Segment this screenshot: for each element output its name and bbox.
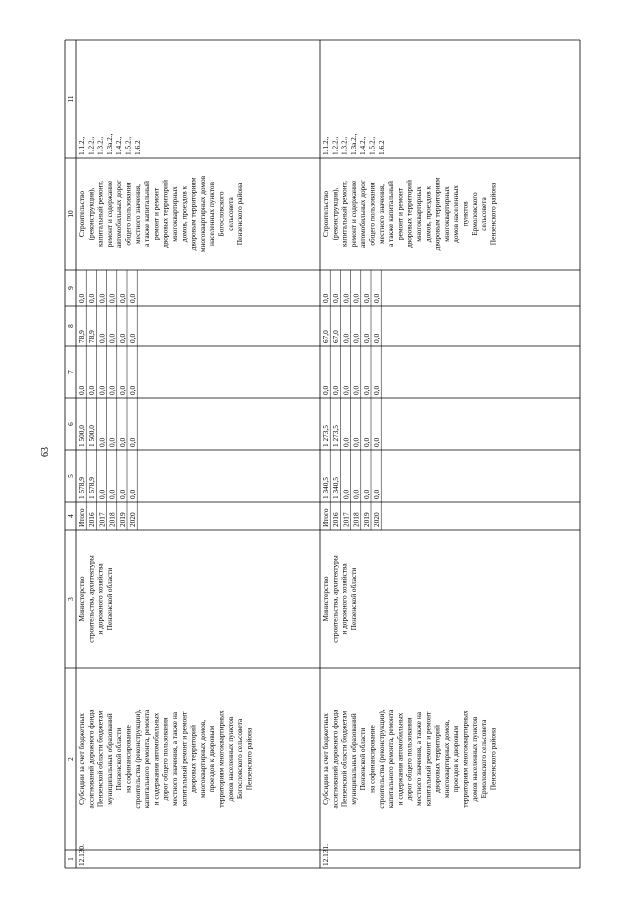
row-number: 12.131. — [321, 844, 330, 866]
amount-cell: 0,0 — [361, 489, 371, 499]
result-line: домов, проездов к — [423, 185, 433, 243]
description-line: территориям многоквартирных — [216, 710, 226, 808]
result-line: пунктов — [460, 201, 470, 227]
amount-cell: 1 273,5 — [331, 425, 341, 447]
description-line: многоквартирных домов, — [441, 719, 451, 799]
amount-cell: 0,0 — [372, 437, 381, 447]
amount-cell: 1 273,5 — [321, 425, 330, 447]
indicator-line: 1.3а.2., — [348, 133, 358, 155]
description-line: строительства (реконструкции), — [376, 709, 386, 809]
amount-cell: 0,0 — [97, 437, 107, 447]
result-line: общего пользования — [367, 182, 377, 246]
amount-cell: 0,0 — [107, 489, 117, 499]
description-line: капитальный ремонт и ремонт — [423, 711, 433, 807]
year-cell: Итого — [77, 508, 86, 527]
amount-cell: 0,0 — [107, 333, 117, 343]
result-line: (реконструкция), — [330, 187, 340, 241]
column-number-header: 5 — [66, 474, 75, 478]
year-cell: 2017 — [341, 512, 351, 527]
amount-cell: 0,0 — [372, 293, 381, 303]
amount-cell: 0,0 — [331, 293, 341, 303]
amount-cell: 0,0 — [361, 437, 371, 447]
amount-cell: 0,0 — [351, 385, 361, 395]
description-line: муниципальных образований — [104, 713, 114, 805]
amount-cell: 0,0 — [341, 293, 351, 303]
amount-cell: 0,0 — [361, 333, 371, 343]
result-line: капитальный ремонт, — [339, 181, 349, 247]
description-line: Ермоловского сельсовета — [479, 719, 489, 799]
description-line: Пензенской области — [358, 727, 368, 791]
description-line: муниципальных образований — [348, 713, 358, 805]
amount-cell: 0,0 — [107, 293, 117, 303]
amount-cell: 0,0 — [128, 333, 137, 343]
result-line: ремонт и содержание — [348, 180, 358, 248]
result-line: Строительство — [321, 190, 330, 238]
result-line: общего пользования — [123, 182, 133, 246]
description-line: Пензенской области — [114, 727, 124, 791]
table-cells — [66, 95, 497, 866]
executor-line: Министерство — [77, 576, 86, 622]
indicator-line: 1.2.2., — [330, 136, 340, 155]
amount-cell: 0,0 — [321, 293, 330, 303]
amount-cell: 0,0 — [97, 385, 107, 395]
description-line: Пензенской области бюджетам — [339, 710, 349, 808]
description-line: капитального ремонта, ремонта — [386, 709, 396, 809]
column-number-header: 10 — [66, 210, 75, 218]
result-line: дворовым территориям — [432, 177, 442, 251]
description-line: Субсидии за счет бюджетных — [321, 713, 330, 805]
amount-cell: 0,0 — [107, 437, 117, 447]
indicator-line: 1.5.2., — [367, 136, 377, 155]
executor-line: и дорожного хозяйства — [95, 563, 105, 635]
result-line: домов, проездов к — [179, 185, 189, 243]
amount-cell: 0,0 — [341, 385, 351, 395]
result-line: дворовых территорий — [404, 180, 414, 248]
amount-cell: 0,0 — [117, 489, 127, 499]
result-line: ремонт и ремонт — [151, 187, 161, 241]
executor-line: Пензенской области — [348, 567, 358, 631]
result-line: Пензенского района — [235, 182, 245, 246]
amount-cell: 0,0 — [341, 437, 351, 447]
result-line: ремонт и ремонт — [395, 187, 405, 241]
description-line: проездов к дворовым — [451, 725, 461, 793]
executor-line: Пензенской области — [104, 567, 114, 631]
column-number-header: 6 — [66, 422, 75, 426]
amount-cell: 1 340,5 — [321, 477, 330, 499]
description-line: Пензенского района — [488, 727, 498, 791]
description-line: дорог общего пользования — [160, 717, 170, 801]
amount-cell: 0,0 — [77, 385, 86, 395]
description-line: проездов к дворовым — [207, 725, 217, 793]
column-number-header: 9 — [66, 286, 75, 290]
amount-cell: 67,0 — [331, 330, 341, 343]
indicator-line: 1.4.2., — [114, 136, 124, 155]
amount-cell: 0,0 — [351, 293, 361, 303]
result-line: многоквартирных — [441, 186, 451, 242]
amount-cell: 67,0 — [321, 330, 330, 343]
amount-cell: 0,0 — [97, 489, 107, 499]
indicator-line: 1.3а.2., — [104, 133, 114, 155]
year-cell: 2019 — [361, 512, 371, 527]
result-line: а также капитальный — [142, 181, 152, 247]
result-line: многоквартирных домов — [197, 175, 207, 253]
result-line: (реконструкция), — [86, 187, 96, 241]
amount-cell: 0,0 — [117, 385, 127, 395]
result-line: местного значения, — [376, 184, 386, 244]
amount-cell: 0,0 — [117, 293, 127, 303]
description-line: ассигнований дорожного фонда — [330, 709, 340, 809]
column-number-header: 7 — [66, 370, 75, 374]
column-number-header: 1 — [66, 857, 75, 861]
amount-cell: 0,0 — [361, 385, 371, 395]
year-cell: 2020 — [128, 512, 137, 527]
description-line: Субсидии за счет бюджетных — [77, 713, 86, 805]
program-table — [65, 40, 580, 868]
amount-cell: 0,0 — [128, 437, 137, 447]
result-line: дворовым территориям — [188, 177, 198, 251]
executor-line: и дорожного хозяйства — [339, 563, 349, 635]
description-line: Пензенской области бюджетам — [95, 710, 105, 808]
description-line: Пензенского района — [244, 727, 254, 791]
year-cell: 2019 — [117, 512, 127, 527]
indicator-line: 1.4.2., — [358, 136, 368, 155]
description-line: домов населенных пунктов — [225, 716, 235, 802]
amount-cell: 1 500,0 — [77, 425, 86, 447]
amount-cell: 0,0 — [117, 437, 127, 447]
result-line: автомобильных дорог — [114, 180, 124, 248]
result-line: капитальный ремонт, — [95, 181, 105, 247]
result-line: многоквартирных — [414, 186, 423, 242]
year-cell: 2020 — [372, 512, 381, 527]
result-line: а также капитальный — [386, 181, 396, 247]
result-line: населенных пунктов — [207, 182, 217, 246]
description-line: на софинансирование — [123, 725, 133, 793]
description-line: многоквартирных домов, — [197, 719, 207, 799]
executor-line: строительства, архитектуры — [86, 555, 96, 643]
description-line: Богословского сельсовета — [235, 718, 245, 800]
description-line: и содержания автомобильных — [395, 712, 405, 806]
indicator-line: 1.3.2., — [95, 136, 105, 155]
year-cell: 2016 — [87, 512, 97, 527]
indicator-line: 1.2.2., — [86, 136, 96, 155]
indicator-line: 1.1.2., — [77, 136, 86, 155]
year-cell: 2017 — [97, 512, 107, 527]
indicator-line: 1.6.2 — [132, 140, 142, 155]
column-number-header: 8 — [66, 324, 75, 328]
executor-line: Министерство — [321, 576, 330, 622]
description-line: и содержания автомобильных — [151, 712, 161, 806]
description-line: дворовых территорий — [432, 725, 442, 793]
description-line: строительства (реконструкции), — [132, 709, 142, 809]
amount-cell: 0,0 — [128, 489, 137, 499]
description-line: ассигнований дорожного фонда — [86, 709, 96, 809]
result-line: дворовых территорий — [160, 180, 170, 248]
description-line: домов населенных пунктов — [469, 716, 479, 802]
amount-cell: 0,0 — [128, 293, 137, 303]
amount-cell: 0,0 — [331, 385, 341, 395]
amount-cell: 0,0 — [128, 385, 137, 395]
amount-cell: 0,0 — [87, 385, 97, 395]
description-line: капитального ремонта, ремонта — [142, 709, 152, 809]
amount-cell: 0,0 — [97, 333, 107, 343]
amount-cell: 0,0 — [372, 385, 381, 395]
amount-cell: 0,0 — [351, 333, 361, 343]
year-cell: 2018 — [107, 512, 117, 527]
result-line: Пензенского района — [488, 182, 498, 246]
amount-cell: 0,0 — [361, 293, 371, 303]
indicator-line: 1.6.2 — [376, 140, 386, 155]
year-cell: 2016 — [331, 512, 341, 527]
description-line: местного значения, а также на — [170, 711, 179, 807]
amount-cell: 0,0 — [117, 333, 127, 343]
amount-cell: 0,0 — [341, 333, 351, 343]
indicator-line: 1.1.2., — [321, 136, 330, 155]
description-line: дорог общего пользования — [404, 717, 414, 801]
result-line: домов населенных — [451, 185, 461, 243]
result-line: ремонт и содержание — [104, 180, 114, 248]
description-line: территориям многоквартирных — [460, 710, 470, 808]
result-line: сельсовета — [479, 197, 489, 231]
result-line: Строительство — [77, 190, 86, 238]
amount-cell: 78,9 — [87, 330, 97, 343]
amount-cell: 0,0 — [351, 489, 361, 499]
description-line: капитальный ремонт и ремонт — [179, 711, 189, 807]
column-number-header: 2 — [66, 757, 75, 761]
amount-cell: 1 578,9 — [87, 477, 97, 499]
description-line: дворовых территорий — [188, 725, 198, 793]
amount-cell: 1 500,0 — [87, 425, 97, 447]
amount-cell: 0,0 — [351, 437, 361, 447]
result-line: сельсовета — [225, 197, 235, 231]
row-number: 12.130. — [77, 844, 86, 866]
indicator-line: 1.3.2., — [339, 136, 349, 155]
description-line: на софинансирование — [367, 725, 377, 793]
description-line: местного значения, а также на — [414, 711, 423, 807]
result-line: местного значения, — [132, 184, 142, 244]
page-number: 63 — [40, 447, 51, 457]
column-number-header: 3 — [66, 597, 75, 601]
indicator-line: 1.5.2., — [123, 136, 133, 155]
amount-cell: 0,0 — [87, 293, 97, 303]
result-line: Богословского — [216, 191, 226, 237]
amount-cell: 1 340,5 — [331, 477, 341, 499]
amount-cell: 78,9 — [77, 330, 86, 343]
amount-cell: 0,0 — [97, 293, 107, 303]
column-number-header: 4 — [66, 514, 75, 518]
year-cell: Итого — [321, 508, 330, 527]
column-number-header: 11 — [66, 95, 75, 103]
amount-cell: 1 578,9 — [77, 477, 86, 499]
result-line: многоквартирных — [170, 186, 179, 242]
amount-cell: 0,0 — [107, 385, 117, 395]
amount-cell: 0,0 — [372, 333, 381, 343]
result-line: автомобильных дорог — [358, 180, 368, 248]
amount-cell: 0,0 — [321, 385, 330, 395]
amount-cell: 0,0 — [77, 293, 86, 303]
amount-cell: 0,0 — [341, 489, 351, 499]
result-line: Ермоловского — [469, 192, 479, 236]
amount-cell: 0,0 — [372, 489, 381, 499]
year-cell: 2018 — [351, 512, 361, 527]
executor-line: строительства, архитектуры — [330, 555, 340, 643]
